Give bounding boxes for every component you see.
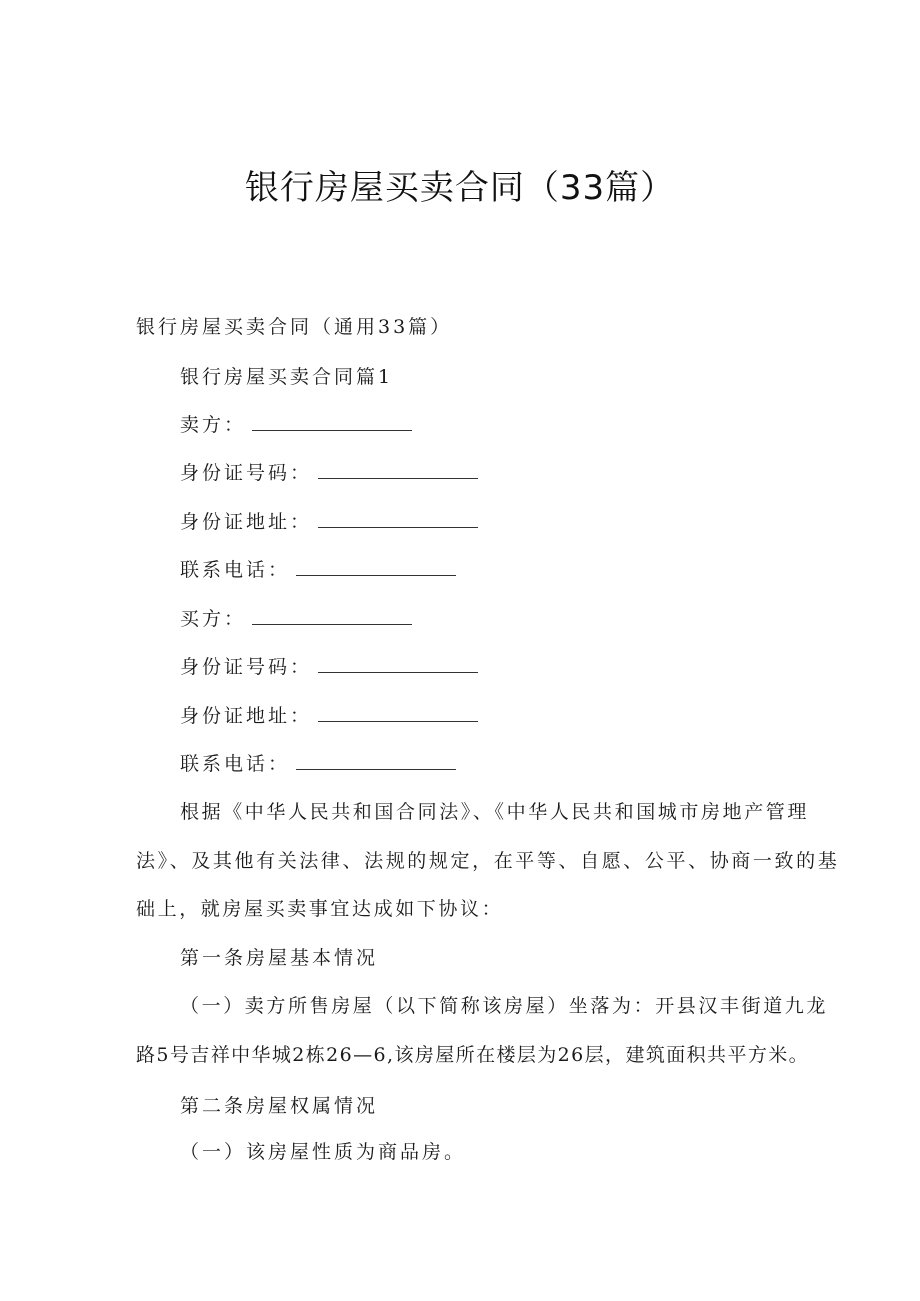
document-title: 银行房屋买卖合同（33篇） (244, 168, 676, 208)
buyer-id-address-blank (318, 703, 478, 722)
seller-id-number-label: 身份证号码： (180, 462, 313, 484)
seller-phone-blank (296, 557, 456, 576)
buyer-phone-field (180, 751, 456, 777)
buyer-field (180, 606, 412, 632)
seller-phone-label: 联系电话： (180, 559, 291, 581)
seller-id-number-field (180, 460, 478, 486)
article-1-item-1-line-2: 路5号吉祥中华城2栋26—6,该房屋所在楼层为26层，建筑面积共平方米。 (136, 1044, 810, 1066)
article-2-heading: 第二条房屋权属情况 (180, 1095, 379, 1117)
seller-field (180, 412, 412, 438)
seller-label: 卖方： (180, 414, 247, 436)
section-heading: 银行房屋买卖合同篇1 (180, 366, 394, 388)
preamble-line-3: 础上，就房屋买卖事宜达成如下协议： (136, 898, 504, 920)
buyer-id-number-blank (318, 654, 478, 673)
seller-id-address-field (180, 509, 478, 535)
seller-phone-field (180, 557, 456, 583)
buyer-id-number-field (180, 654, 478, 680)
buyer-id-address-label: 身份证地址： (180, 705, 313, 727)
seller-id-address-blank (318, 509, 478, 528)
article-1-item-1-line-1: （一）卖方所售房屋（以下简称该房屋）坐落为：开县汉丰街道九龙 (180, 995, 829, 1017)
seller-id-number-blank (318, 460, 478, 479)
buyer-id-number-label: 身份证号码： (180, 656, 313, 678)
buyer-phone-label: 联系电话： (180, 753, 291, 775)
buyer-blank (252, 606, 412, 625)
seller-id-address-label: 身份证地址： (180, 511, 313, 533)
document-subtitle: 银行房屋买卖合同（通用33篇） (136, 316, 453, 338)
seller-blank (252, 412, 412, 431)
article-2-item-1: （一）该房屋性质为商品房。 (180, 1141, 467, 1163)
preamble-line-1: 根据《中华人民共和国合同法》、《中华人民共和国城市房地产管理 (180, 801, 810, 823)
buyer-phone-blank (296, 751, 456, 770)
buyer-label: 买方： (180, 608, 247, 630)
article-1-heading: 第一条房屋基本情况 (180, 947, 379, 969)
preamble-line-2: 法》、及其他有关法律、法规的规定，在平等、自愿、公平、协商一致的基 (136, 850, 840, 872)
buyer-id-address-field (180, 703, 478, 729)
